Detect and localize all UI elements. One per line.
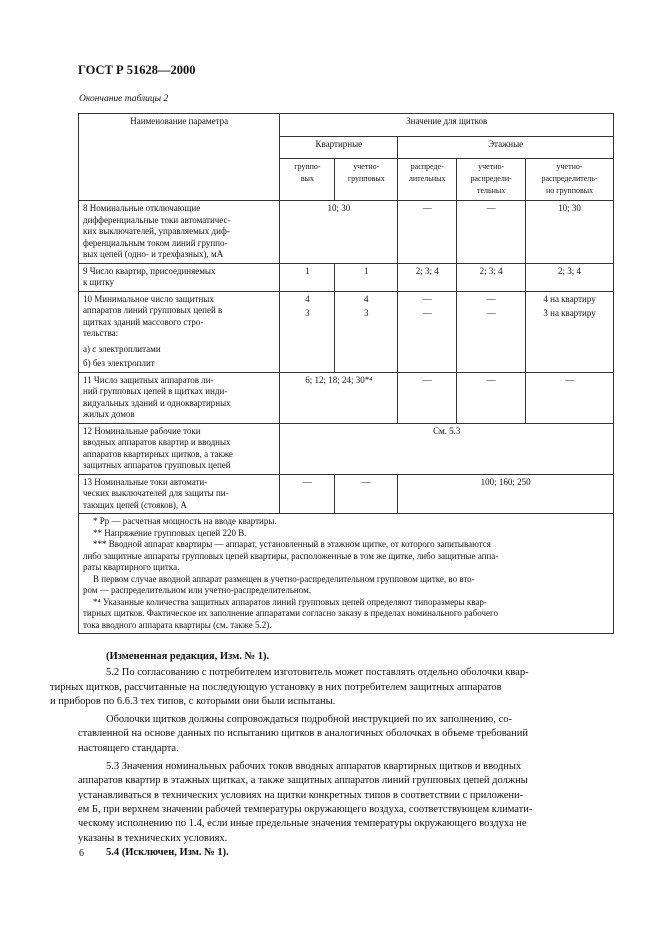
table-row — [79, 423, 614, 474]
footnote: В первом случае вводной аппарат размещен в учетно-распределительном групповом щитке, во вто- ром — распределительном или учетно-распределительном. — [83, 573, 475, 595]
table-row — [79, 263, 614, 291]
param-cell: 11 Число защитных аппаратов ли- ний групповых цепей в щитках инди- видуальных зданий и одноквартирных жилых домов — [79, 372, 280, 423]
header-floor-group: Этажные — [398, 137, 614, 159]
footnote: * Pр — расчетная мощность на вводе квартиры. — [93, 516, 277, 526]
body-text — [50, 650, 613, 860]
value-cell: 4 3 — [335, 291, 398, 372]
header-apartment-group: Квартирные — [280, 137, 398, 159]
value-cell: 4 на квартиру 3 на квартиру — [526, 291, 614, 372]
table-caption: Окончание таблицы 2 — [79, 94, 169, 104]
value-cell: — — — [398, 291, 457, 372]
value-cell: См. 5.3 — [280, 423, 614, 474]
paragraph-5-2: 5.2 По согласованию с потребителем изготовитель может поставлять отдельно оболочки квар- тирных щитков, рассчитанные на последующую установку в них потребителем защитных аппаратов и приборов по 6.6.3 тех типов, с которыми они были испытаны. — [50, 667, 529, 707]
header-metering-group-col: учетно- групповых — [335, 159, 398, 201]
amendment-note: (Измененная редакция, Изм. № 1). — [106, 651, 270, 662]
value-cell: 2; 3; 4 — [457, 263, 526, 291]
value-cell: — — [335, 474, 398, 514]
value-cell: 2; 3; 4 — [526, 263, 614, 291]
footnote: ** Напряжение групповых цепей 220 В. — [93, 527, 247, 538]
header-metering-distribution-group-col: учетно- распределитель- но групповых — [526, 159, 614, 201]
table-row — [79, 201, 614, 264]
param-cell: 12 Номинальные рабочие токи вводных аппаратов квартир и вводных аппаратов квартирных щитков, а также защитных аппаратов групповых цепей — [79, 423, 280, 474]
paragraph-5-3: 5.3 Значения номинальных рабочих токов вводных аппаратов квартирных щитков и вводных аппаратов квартир в этажных щитках, а также защитных аппаратов линий групповых цепей должны устанавливаться в технических условиях на щитки конкретных типов в соответствии с приложени- ем Б, при верхнем значении рабочей температуры окружающего воздуха, соответствующем климати- ческому исполнению по 1.4, если иные предельные значения температуры окружающего воздуха не указаны в технических условиях. — [78, 761, 533, 844]
header-metering-distribution-col: учетно- распредели- тельных — [457, 159, 526, 201]
param-cell: 9 Число квартир, присоединяемых к щитку — [79, 263, 280, 291]
page-number: 6 — [79, 848, 84, 859]
table-notes-row — [79, 514, 614, 634]
table-notes — [79, 514, 614, 634]
param-cell: 13 Номинальные токи автомати- ческих выключателей для защиты пи- тающих цепей (стояков), А — [79, 474, 280, 514]
value-cell: — — [457, 372, 526, 423]
value-cell: — — [526, 372, 614, 423]
value-cell: — — [280, 474, 335, 514]
value-cell: 4 3 — [280, 291, 335, 372]
paragraph-5-4: 5.4 (Исключен, Изм. № 1). — [106, 846, 229, 858]
value-cell: 10; 30 — [526, 201, 614, 264]
value-cell: 100; 160; 250 — [398, 474, 614, 514]
param-cell: 8 Номинальные отключающие дифференциальные токи автоматичес- ких выключателей, управляемых диф- ференциальным током линий группо- вых цепей (одно- и трехфазных), мА — [79, 201, 280, 264]
footnote: *** Вводной аппарат квартиры — аппарат, установленный в этажном щитке, от которого запитываются либо защитные аппараты групповых цепей квартиры, расположенные в том же щитке, либо защитные аппа- раты квартирного щитка. — [83, 539, 499, 572]
value-cell: 6; 12; 18; 24; 30*⁴ — [280, 372, 398, 423]
value-cell: — — [398, 372, 457, 423]
parameters-table — [78, 113, 614, 634]
value-cell: 10; 30 — [280, 201, 398, 264]
value-cell: 2; 3; 4 — [398, 263, 457, 291]
value-cell: 1 — [335, 263, 398, 291]
table-row — [79, 372, 614, 423]
param-cell: 10 Минимальное число защитных аппаратов линий групповых цепей в щитках зданий массового стро- тельства: а) с электроплитами б) без электроплит — [79, 291, 280, 372]
header-distribution-col: распреде- лительных — [398, 159, 457, 201]
header-values-group: Значение для щитков — [280, 114, 614, 137]
value-cell: — — [457, 201, 526, 264]
table-row — [79, 291, 614, 372]
footnote: *⁴ Указанные количества защитных аппаратов линий групповых цепей определяют типоразмеры квар- тирных щитков. Фактическое их заполнение аппаратами согласно заказу в пределах номинального рабочего тока вводного аппарата квартиры (см. также 5.2). — [83, 596, 498, 630]
header-parameter-name: Наименование параметра — [79, 114, 280, 201]
value-cell: 1 — [280, 263, 335, 291]
table-row — [79, 474, 614, 514]
value-cell: — — [398, 201, 457, 264]
header-group-col: группо- вых — [280, 159, 335, 201]
document-code-header: ГОСТ Р 51628—2000 — [78, 63, 196, 77]
value-cell: — — — [457, 291, 526, 372]
paragraph-5-2-b: Оболочки щитков должны сопровождаться подробной инструкцией по их заполнению, со- ставленной на основе данных по испытанию щитков в аналогичных оболочках в объеме требований настоящего стандарта. — [78, 714, 529, 754]
